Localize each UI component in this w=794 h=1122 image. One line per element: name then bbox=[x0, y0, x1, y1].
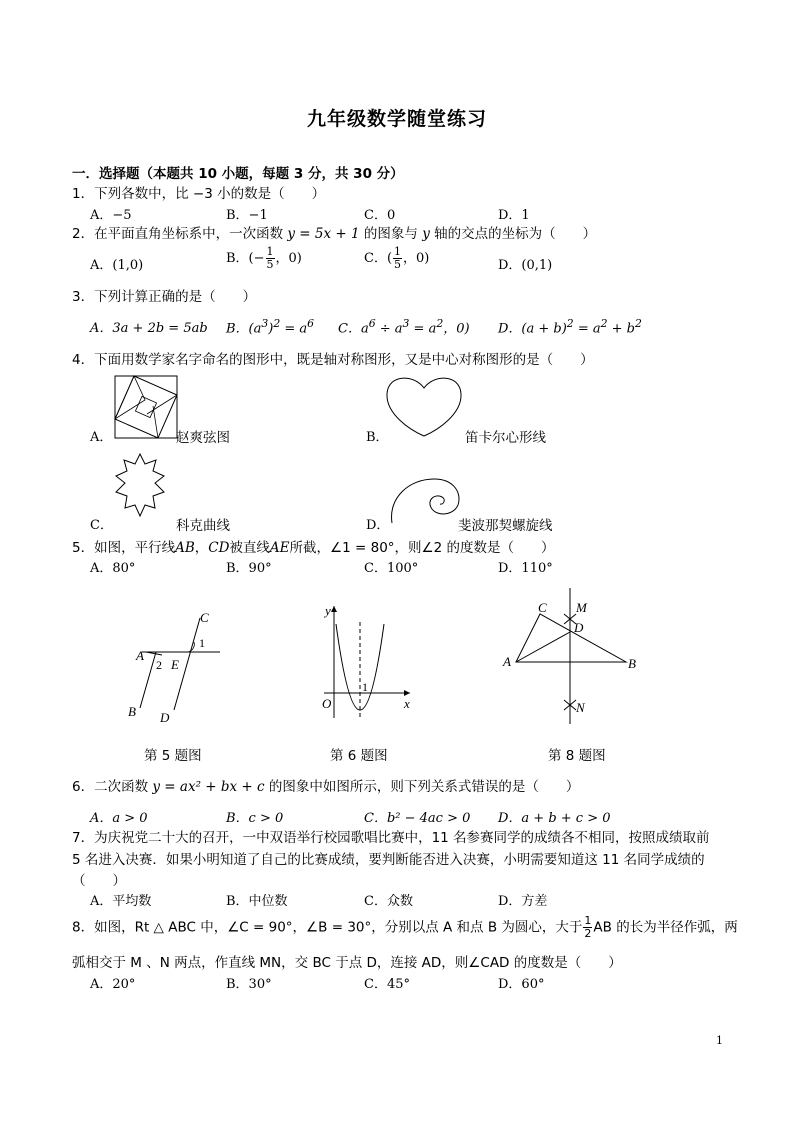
fig5-label-d: D bbox=[160, 710, 170, 725]
q1-option-a: A．−5 bbox=[90, 208, 132, 223]
q8-option-a: A．20° bbox=[90, 977, 136, 992]
q2-stem-a: 2．在平面直角坐标系中，一次函数 bbox=[72, 226, 284, 242]
question-3-stem: 3．下列计算正确的是（ ） bbox=[72, 289, 257, 305]
q2-option-d: D．(0,1) bbox=[498, 258, 553, 273]
q5-line-ab: AB bbox=[175, 540, 195, 556]
fig6-y-axis-label: y bbox=[325, 603, 331, 618]
q2-c-fraction bbox=[393, 246, 402, 271]
q2-c-suffix: ，0) bbox=[403, 251, 430, 266]
q4-option-c: C． bbox=[90, 518, 113, 533]
fig6-origin-label: O bbox=[322, 696, 332, 711]
fraction-denominator: 5 bbox=[266, 258, 274, 271]
q4-option-a: A． bbox=[90, 430, 113, 445]
fig5-label-e: E bbox=[171, 657, 179, 672]
q5-line-cd: CD bbox=[208, 540, 230, 556]
page-number: 1 bbox=[716, 1034, 723, 1047]
question-1-stem: 1．下列各数中，比 −3 小的数是（ ） bbox=[72, 186, 326, 202]
question-5-stem bbox=[72, 536, 555, 556]
q3-b-part: = a bbox=[280, 321, 308, 337]
q1-option-b: B．−1 bbox=[226, 208, 268, 223]
figure-8-triangle bbox=[500, 584, 644, 730]
q3-option-a: A．3a + 2b = 5ab bbox=[90, 321, 208, 336]
exponent: 6 bbox=[307, 317, 315, 330]
q7-option-b: B．中位数 bbox=[226, 894, 288, 909]
q3-c-part: ÷ a bbox=[375, 321, 403, 337]
q5-option-d: D．110° bbox=[498, 561, 553, 576]
q7-option-c: C．众数 bbox=[364, 894, 413, 909]
question-4-stem: 4．下面用数学家名字命名的图形中，既是轴对称图形，又是中心对称图形的是（ ） bbox=[72, 352, 594, 368]
figure-8-caption: 第 8 题图 bbox=[548, 748, 606, 764]
fraction-numerator: 1 bbox=[394, 245, 402, 258]
question-2-stem bbox=[72, 222, 596, 242]
q2-function: y = 5x + 1 bbox=[287, 226, 360, 242]
q7-option-d: D．方差 bbox=[498, 894, 548, 909]
q3-option-b bbox=[226, 317, 314, 336]
q4-option-d-name: 斐波那契螺旋线 bbox=[458, 518, 553, 534]
fig6-tick-1: 1 bbox=[362, 680, 368, 694]
koch-curve-figure bbox=[108, 452, 172, 522]
question-8-line-1 bbox=[72, 915, 738, 940]
q2-stem-b: 的图象与 bbox=[363, 226, 418, 242]
fig8-label-d: D bbox=[574, 620, 584, 635]
q5-stem-part: 5．如图，平行线 bbox=[72, 540, 176, 556]
q4-option-b-name: 笛卡尔心形线 bbox=[465, 430, 546, 446]
q3-c-part: ，0) bbox=[443, 321, 470, 337]
q3-d-part: D．(a + b) bbox=[498, 321, 567, 337]
q2-c-prefix: C．( bbox=[364, 251, 393, 266]
q4-option-b: B． bbox=[366, 430, 389, 445]
q6-option-a: A．a > 0 bbox=[90, 811, 148, 826]
q6-stem-part: 的图象中如图所示，则下列关系式错误的是（ ） bbox=[268, 779, 580, 795]
q8-option-c: C．45° bbox=[364, 977, 410, 992]
q4-option-a-name: 赵爽弦图 bbox=[176, 430, 230, 446]
q6-function: y = ax² + bx + c bbox=[152, 779, 265, 795]
q3-b-part: B．(a bbox=[226, 321, 262, 337]
q3-option-d bbox=[498, 317, 642, 336]
exponent: 2 bbox=[634, 317, 642, 330]
q2-option-c bbox=[364, 246, 429, 271]
q6-stem-part: 6．二次函数 bbox=[72, 779, 149, 795]
q5-option-b: B．90° bbox=[226, 561, 272, 576]
fig5-label-b: B bbox=[128, 704, 136, 719]
q8-half-fraction bbox=[583, 915, 592, 940]
q2-option-b bbox=[226, 246, 302, 271]
q2-b-suffix: ，0) bbox=[275, 251, 302, 266]
q5-stem-part: ， bbox=[194, 540, 209, 556]
q5-stem-part: 所截，∠1 = 80°，则∠2 的度数是（ ） bbox=[289, 540, 555, 556]
q6-option-c: C．b² − 4ac > 0 bbox=[364, 811, 471, 826]
exponent: 2 bbox=[273, 317, 281, 330]
q3-d-part: = a bbox=[573, 321, 601, 337]
q2-stem-c: 轴的交点的坐标为（ ） bbox=[434, 226, 597, 242]
q3-c-part: C．a bbox=[338, 321, 369, 337]
fig8-label-n: N bbox=[576, 700, 585, 715]
q2-b-prefix: B．(− bbox=[226, 251, 265, 266]
fig5-label-c: C bbox=[200, 610, 209, 625]
q3-b-part: ) bbox=[268, 321, 274, 337]
figure-5-parallel-lines bbox=[118, 604, 228, 728]
q1-option-d: D．1 bbox=[498, 208, 530, 223]
exponent: 3 bbox=[402, 317, 410, 330]
fig8-label-a: A bbox=[503, 654, 511, 669]
exponent: 3 bbox=[261, 317, 269, 330]
q4-option-c-name: 科克曲线 bbox=[176, 518, 230, 534]
q5-option-a: A．80° bbox=[90, 561, 136, 576]
zhao-shuang-diagram bbox=[114, 375, 178, 439]
q8-stem-part: 8．如图，Rt △ ABC 中，∠C = 90°，∠B = 30°，分别以点 A 和点 B 为圆心，大于 bbox=[72, 919, 583, 936]
q8-stem-part: AB 的长为半径作弧，两 bbox=[593, 919, 738, 936]
q2-y-variable: y bbox=[422, 226, 430, 242]
fig8-label-c: C bbox=[538, 600, 547, 615]
q3-option-c bbox=[338, 317, 470, 336]
exponent: 2 bbox=[600, 317, 608, 330]
question-8-line-2: 弧相交于 M 、N 两点，作直线 MN，交 BC 于点 D，连接 AD，则∠CAD 的度数是（ ） bbox=[72, 955, 622, 971]
fibonacci-spiral-figure bbox=[386, 475, 464, 525]
question-7-line-1: 7．为庆祝党二十大的召开，一中双语举行校园歌唱比赛中，11 名参赛同学的成绩各不相同，按照成绩取前 bbox=[72, 830, 710, 846]
q7-option-a: A．平均数 bbox=[90, 894, 152, 909]
fig5-angle-2: 2 bbox=[156, 658, 162, 672]
fraction-numerator: 1 bbox=[584, 914, 592, 927]
q3-d-part: + b bbox=[607, 321, 635, 337]
fig5-label-a: A bbox=[136, 648, 144, 663]
fraction-denominator: 2 bbox=[584, 927, 592, 940]
q2-b-fraction bbox=[266, 246, 275, 271]
q6-option-d: D．a + b + c > 0 bbox=[498, 811, 611, 826]
question-7-line-2: 5 名进入决赛．如果小明知道了自己的比赛成绩，要判断能否进入决赛，小明需要知道这 11 名同学成绩的 bbox=[72, 852, 705, 868]
q3-c-part: = a bbox=[409, 321, 437, 337]
q8-option-d: D．60° bbox=[498, 977, 545, 992]
cardioid-figure bbox=[384, 372, 464, 438]
fig8-label-m: M bbox=[576, 600, 587, 615]
q2-option-a: A．(1,0) bbox=[90, 258, 144, 273]
figure-6-caption: 第 6 题图 bbox=[330, 748, 388, 764]
fraction-numerator: 1 bbox=[266, 245, 274, 258]
fraction-denominator: 5 bbox=[394, 258, 402, 271]
q1-option-c: C．0 bbox=[364, 208, 396, 223]
q5-stem-part: 被直线 bbox=[229, 540, 270, 556]
figure-6-parabola bbox=[314, 598, 418, 722]
exponent: 2 bbox=[436, 317, 444, 330]
page-title: 九年级数学随堂练习 bbox=[306, 108, 487, 130]
exponent: 6 bbox=[368, 317, 376, 330]
question-7-line-3: （ ） bbox=[72, 873, 126, 889]
q5-option-c: C．100° bbox=[364, 561, 419, 576]
fig6-x-axis-label: x bbox=[404, 696, 410, 711]
section-heading: 一．选择题（本题共 10 小题，每题 3 分，共 30 分） bbox=[72, 166, 404, 182]
q4-option-d: D． bbox=[366, 518, 390, 533]
question-6-stem bbox=[72, 775, 579, 795]
exponent: 2 bbox=[566, 317, 574, 330]
q5-line-ae: AE bbox=[269, 540, 290, 556]
figure-5-caption: 第 5 题图 bbox=[144, 748, 202, 764]
q8-option-b: B．30° bbox=[226, 977, 272, 992]
fig8-label-b: B bbox=[628, 656, 636, 671]
fig5-angle-1: 1 bbox=[199, 636, 205, 650]
q6-option-b: B．c > 0 bbox=[226, 811, 284, 826]
